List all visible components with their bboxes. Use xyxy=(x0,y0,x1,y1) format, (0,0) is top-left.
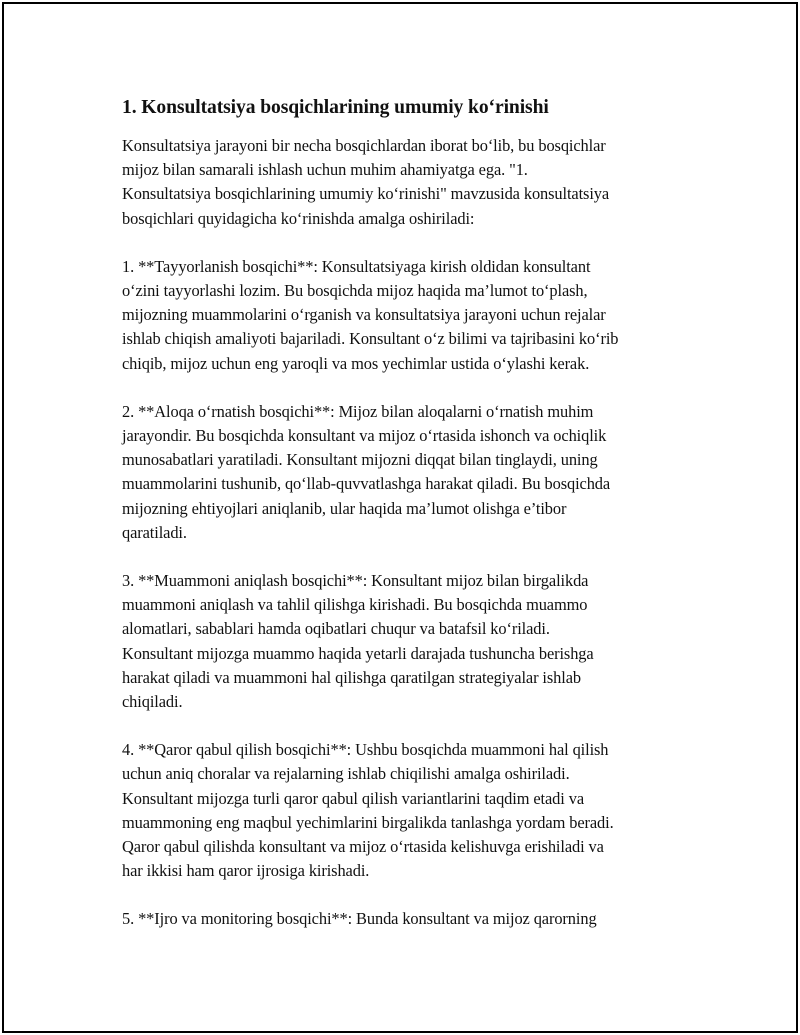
section-heading: 1. Konsultatsiya bosqichlarining umumiy ko‘rinishi xyxy=(122,97,549,118)
text-line: mijoz bilan samarali ishlash uchun muhim ahamiyatga ega. "1. xyxy=(122,160,528,180)
paragraph-stage-1 xyxy=(122,255,697,376)
document-body xyxy=(122,96,697,956)
document-page xyxy=(2,2,798,1033)
text-line: bosqichlari quyidagicha ko‘rinishda amalga oshiriladi: xyxy=(122,208,475,228)
text-line: o‘zini tayyorlashi lozim. Bu bosqichda mijoz haqida ma’lumot to‘plash, xyxy=(122,281,588,301)
text-line: 2. **Aloqa o‘rnatish bosqichi**: Mijoz bilan aloqalarni o‘rnatish muhim xyxy=(122,401,594,421)
text-line: harakat qiladi va muammoni hal qilishga qaratilgan strategiyalar ishlab xyxy=(122,667,581,687)
text-line: Konsultant mijozga turli qaror qabul qilish variantlarini taqdim etadi va xyxy=(122,788,584,808)
text-line: muammoni aniqlash va tahlil qilishga kirishadi. Bu bosqichda muammo xyxy=(122,595,588,615)
paragraph-stage-4 xyxy=(122,738,697,883)
text-line: 4. **Qaror qabul qilish bosqichi**: Ushbu bosqichda muammoni hal qilish xyxy=(122,740,609,760)
text-line: qaratiladi. xyxy=(122,522,187,542)
text-line: munosabatlari yaratiladi. Konsultant mijozni diqqat bilan tinglaydi, uning xyxy=(122,450,598,470)
text-line: chiqiladi. xyxy=(122,692,183,712)
text-line: Konsultant mijozga muammo haqida yetarli darajada tushuncha berishga xyxy=(122,643,594,663)
text-line: Konsultatsiya jarayoni bir necha bosqichlardan iborat bo‘lib, bu bosqichlar xyxy=(122,136,606,155)
text-line: 3. **Muammoni aniqlash bosqichi**: Konsultant mijoz bilan birgalikda xyxy=(122,571,589,591)
text-line: 5. **Ijro va monitoring bosqichi**: Bunda konsultant va mijoz qarorning xyxy=(122,909,597,929)
text-line: uchun aniq choralar va rejalarning ishlab chiqilishi amalga oshiriladi. xyxy=(122,764,570,784)
text-line: chiqib, mijoz uchun eng yaroqli va mos yechimlar ustida o‘ylashi kerak. xyxy=(122,353,590,373)
paragraph-intro xyxy=(122,134,697,231)
paragraph-stage-2 xyxy=(122,400,697,545)
paragraph-stage-5 xyxy=(122,907,697,931)
text-line: Konsultatsiya bosqichlarining umumiy ko‘rinishi" mavzusida konsultatsiya xyxy=(122,184,610,204)
text-line: Qaror qabul qilishda konsultant va mijoz o‘rtasida kelishuvga erishiladi va xyxy=(122,837,604,857)
text-line: har ikkisi ham qaror ijrosiga kirishadi. xyxy=(122,861,370,881)
text-line: mijozning ehtiyojlari aniqlanib, ular haqida ma’lumot olishga e’tibor xyxy=(122,498,567,518)
paragraph-stage-3 xyxy=(122,569,697,714)
text-line: ishlab chiqish amaliyoti bajariladi. Konsultant o‘z bilimi va tajribasini ko‘rib xyxy=(122,329,619,349)
text-line: mijozning muammolarini o‘rganish va konsultatsiya jarayoni uchun rejalar xyxy=(122,305,606,325)
text-line: jarayondir. Bu bosqichda konsultant va mijoz o‘rtasida ishonch va ochiqlik xyxy=(122,426,607,446)
text-line: alomatlari, sabablari hamda oqibatlari chuqur va batafsil ko‘riladi. xyxy=(122,619,550,639)
text-line: muammoning eng maqbul yechimlarini birgalikda tanlashga yordam beradi. xyxy=(122,812,614,832)
text-line: 1. **Tayyorlanish bosqichi**: Konsultatsiyaga kirish oldidan konsultant xyxy=(122,256,591,276)
text-line: muammolarini tushunib, qo‘llab-quvvatlashga harakat qiladi. Bu bosqichda xyxy=(122,474,611,494)
